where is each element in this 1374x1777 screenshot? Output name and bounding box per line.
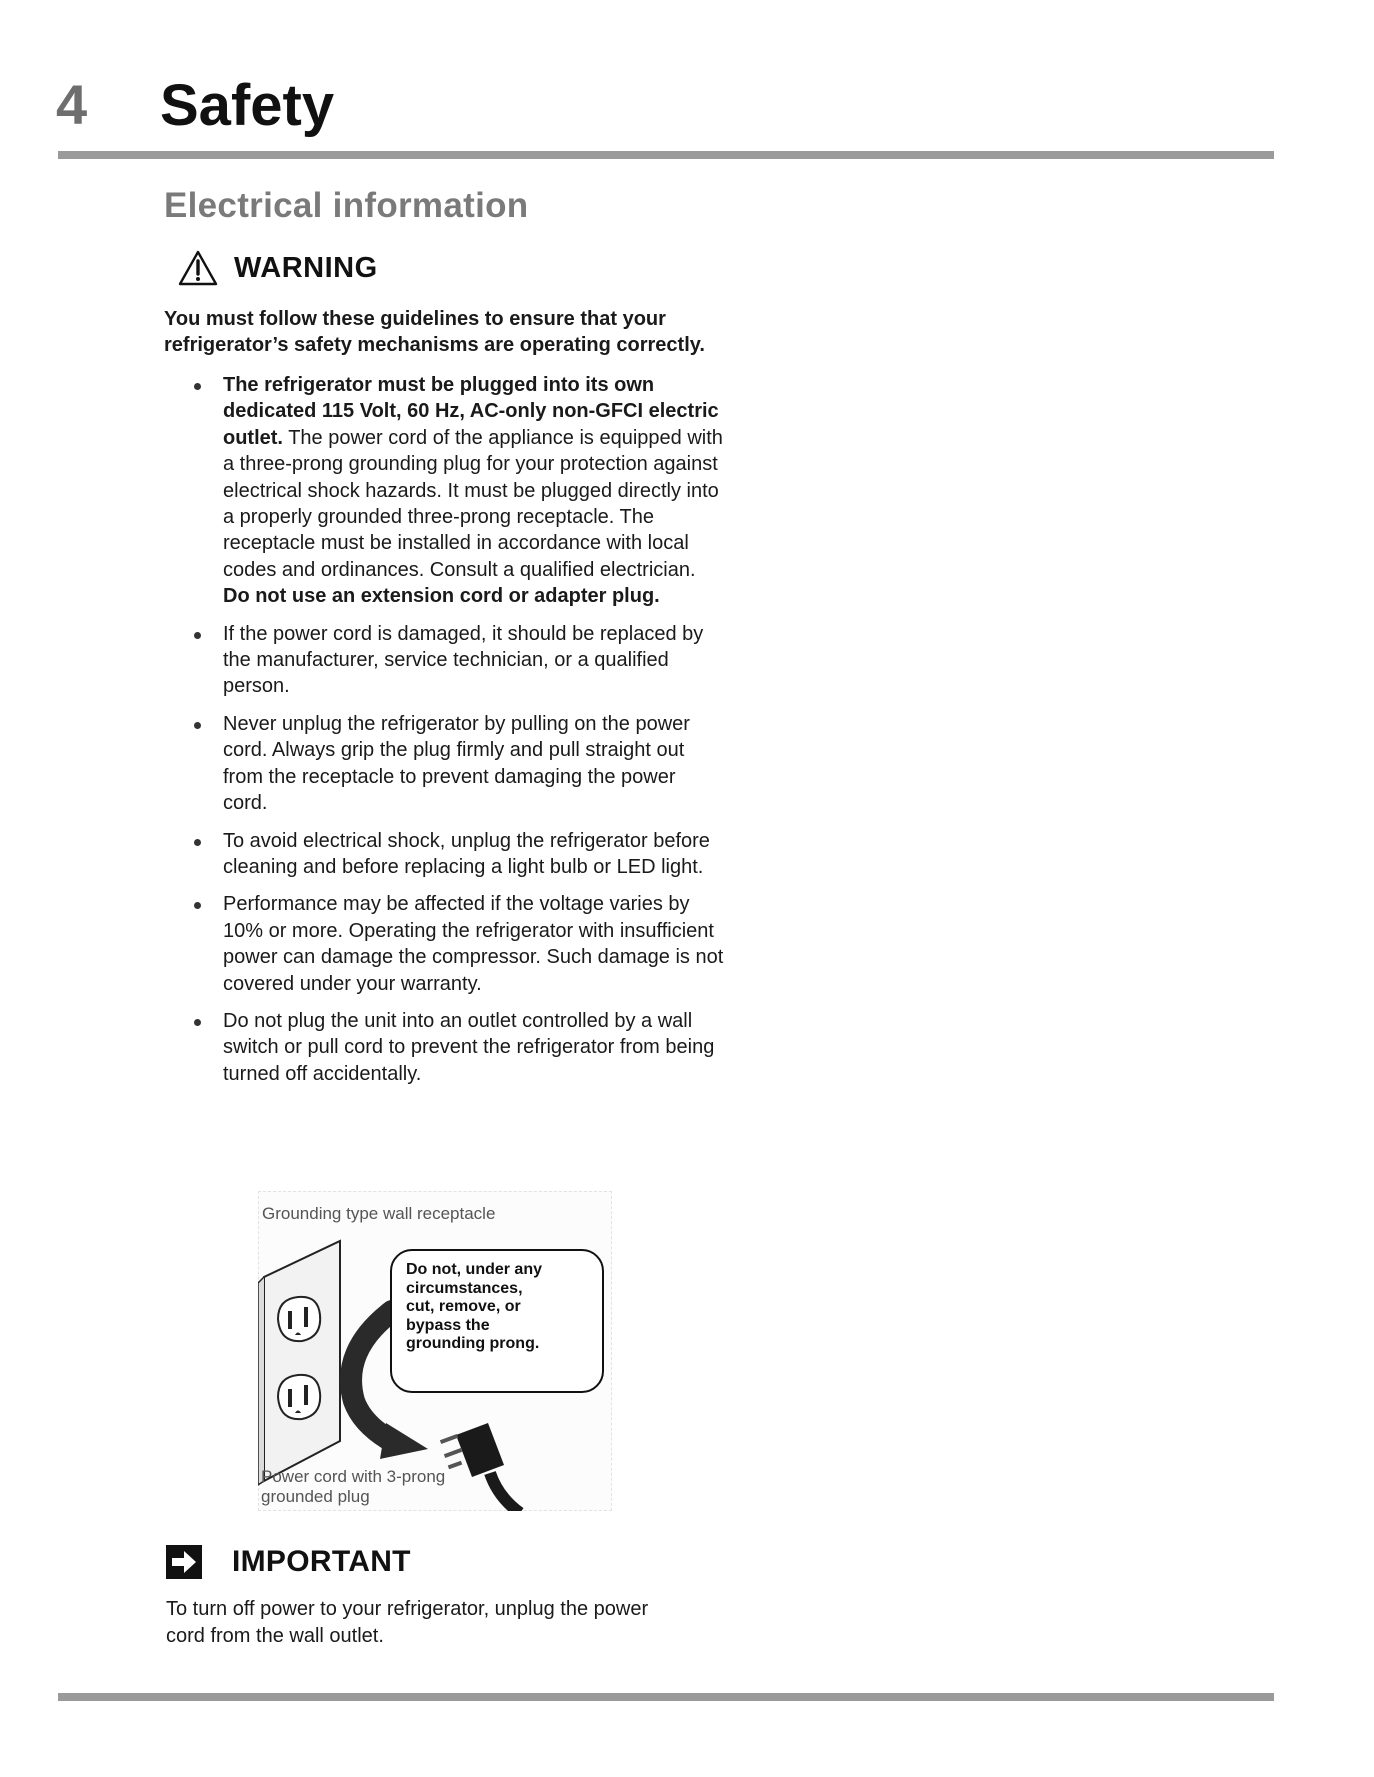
- caption-line: Power cord with 3-prong: [261, 1467, 446, 1486]
- warning-heading: [178, 250, 724, 286]
- bullet-text: Performance may be affected if the voltage varies by 10% or more. Operating the refrigerator with insufficient power can damage the compressor. Such damage is not covered under your warranty.: [223, 893, 724, 995]
- callout-line: circumstances,: [406, 1279, 523, 1297]
- bullet-icon: [194, 722, 201, 729]
- page-number: 4: [56, 73, 88, 136]
- bullet-icon: [194, 839, 201, 846]
- list-item: [194, 372, 724, 610]
- list-item: [194, 828, 724, 881]
- important-label: IMPORTANT: [232, 1545, 411, 1578]
- bullet-bold-text: The refrigerator must be plugged into its own dedicated 115 Volt, 60 Hz, AC-only non-GFCI electric outlet.: [223, 374, 719, 449]
- figure-caption-top: Grounding type wall receptacle: [262, 1204, 496, 1223]
- arrow-right-icon: [166, 1545, 202, 1579]
- warning-triangle-icon: [178, 250, 218, 286]
- bottom-divider: [58, 1693, 1274, 1701]
- outlet-upper-icon: [278, 1297, 320, 1341]
- page-title: Safety: [160, 73, 335, 138]
- bullet-icon: [194, 383, 201, 390]
- grounding-plug-figure: [258, 1191, 612, 1511]
- list-item: [194, 621, 724, 700]
- list-item: [194, 711, 724, 817]
- bullet-icon: [194, 902, 201, 909]
- bullet-bold-text: Do not use an extension cord or adapter plug.: [223, 585, 660, 608]
- guideline-list: [164, 372, 724, 1087]
- warning-label: WARNING: [234, 251, 378, 284]
- list-item: [194, 891, 724, 997]
- list-item: [194, 1008, 724, 1087]
- section-title: Electrical information: [164, 186, 529, 225]
- bullet-text: The power cord of the appliance is equipped with a three-prong grounding plug for your protection against electrical shock hazards. It must be plugged directly into a properly grounded three-prong receptacle. The receptacle must be installed in accordance with local codes and ordinances. Consult a qualified electrician.: [223, 426, 723, 581]
- bullet-text: Do not plug the unit into an outlet controlled by a wall switch or pull cord to prevent the refrigerator from being turned off accidentally.: [223, 1009, 715, 1085]
- top-divider: [58, 151, 1274, 159]
- main-content: [164, 186, 724, 1098]
- important-heading: [166, 1545, 411, 1579]
- warning-intro: You must follow these guidelines to ensure that your refrigerator’s safety mechanisms are operating correctly.: [164, 308, 705, 356]
- outlet-lower-icon: [278, 1375, 320, 1419]
- bullet-icon: [194, 632, 201, 639]
- bullet-text: Never unplug the refrigerator by pulling on the power cord. Always grip the plug firmly and pull straight out from the receptacle to prevent damaging the power cord.: [223, 712, 690, 815]
- important-text: To turn off power to your refrigerator, unplug the power cord from the wall outlet.: [166, 1598, 649, 1647]
- bullet-text: If the power cord is damaged, it should be replaced by the manufacturer, service technician, or a qualified person.: [223, 622, 704, 698]
- grounding-callout: [390, 1249, 604, 1393]
- callout-text: [406, 1261, 542, 1354]
- callout-line: cut, remove, or: [406, 1298, 521, 1315]
- bullet-icon: [194, 1019, 201, 1026]
- callout-line: grounding prong.: [406, 1335, 540, 1352]
- figure-caption-bottom: [261, 1467, 445, 1507]
- callout-line: bypass the: [406, 1316, 490, 1334]
- callout-line: Do not, under any: [406, 1261, 542, 1278]
- caption-line: grounded plug: [261, 1487, 370, 1506]
- bullet-text: To avoid electrical shock, unplug the refrigerator before cleaning and before replacing a light bulb or LED light.: [223, 829, 710, 878]
- three-prong-plug-icon: [440, 1423, 520, 1511]
